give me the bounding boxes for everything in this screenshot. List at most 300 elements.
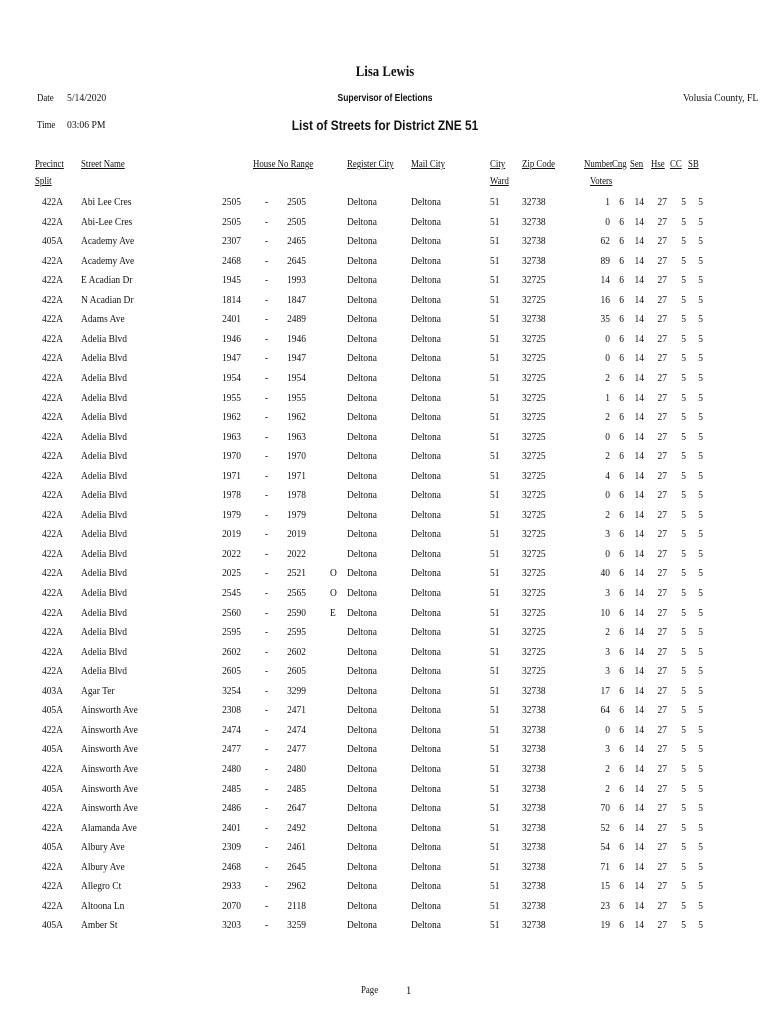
register-city-cell: Deltona: [347, 430, 377, 443]
house-from-cell: 2595: [222, 626, 241, 639]
street-name-cell: Abi Lee Cres: [81, 196, 132, 208]
ward-cell: 51: [490, 215, 500, 228]
street-name-cell: Adelia Blvd: [81, 450, 127, 463]
hse-cell: 27: [657, 802, 667, 815]
mail-city-cell: Deltona: [411, 743, 441, 756]
precinct-cell: 422A: [41, 626, 63, 639]
sb-cell: 5: [698, 313, 703, 326]
house-from-cell: 1945: [222, 274, 241, 287]
range-dash-cell: -: [265, 391, 269, 404]
range-dash-cell: -: [265, 860, 269, 873]
range-dash-cell: -: [265, 489, 269, 502]
cng-cell: 6: [619, 782, 624, 795]
register-city-cell: Deltona: [347, 332, 377, 345]
zip-code-cell: 32738: [522, 723, 546, 736]
zip-code-cell: 32725: [522, 508, 546, 521]
cng-cell: 6: [619, 860, 624, 873]
range-dash-cell: -: [265, 508, 269, 521]
col-sen: Sen: [630, 159, 644, 170]
hse-cell: 27: [657, 587, 667, 599]
sen-cell: 14: [634, 626, 644, 639]
mail-city-cell: Deltona: [411, 274, 441, 287]
cng-cell: 6: [619, 489, 624, 502]
sen-cell: 14: [634, 215, 644, 228]
house-to-cell: 2505: [287, 215, 306, 228]
ward-cell: 51: [490, 782, 500, 795]
zip-code-cell: 32725: [522, 293, 546, 306]
voters-cell: 0: [605, 430, 610, 443]
precinct-cell: 405A: [41, 743, 63, 756]
sb-cell: 5: [698, 704, 703, 717]
cng-cell: 6: [619, 704, 624, 717]
cc-cell: 5: [681, 782, 686, 795]
sb-cell: 5: [698, 215, 703, 228]
street-name-cell: Adelia Blvd: [81, 332, 127, 345]
ward-cell: 51: [490, 547, 500, 560]
table-row: [0, 665, 770, 684]
register-city-cell: Deltona: [347, 391, 377, 404]
hse-cell: 27: [657, 254, 667, 267]
precinct-cell: 422A: [41, 860, 63, 873]
cc-cell: 5: [681, 352, 686, 365]
cng-cell: 6: [619, 313, 624, 326]
range-dash-cell: -: [265, 899, 269, 912]
register-city-cell: Deltona: [347, 587, 377, 599]
sb-cell: 5: [698, 196, 703, 208]
zip-code-cell: 32725: [522, 645, 546, 658]
street-name-cell: N Acadian Dr: [81, 293, 134, 306]
street-name-cell: Adelia Blvd: [81, 528, 127, 541]
sen-cell: 14: [634, 450, 644, 463]
house-to-cell: 2480: [287, 762, 306, 775]
range-dash-cell: -: [265, 332, 269, 345]
sb-cell: 5: [698, 391, 703, 404]
table-row: [0, 509, 770, 528]
house-from-cell: 2602: [222, 645, 241, 658]
cng-cell: 6: [619, 352, 624, 365]
sen-cell: 14: [634, 587, 644, 599]
cng-cell: 6: [619, 254, 624, 267]
ward-cell: 51: [490, 743, 500, 756]
table-row: [0, 704, 770, 723]
table-row: [0, 724, 770, 743]
ward-cell: 51: [490, 880, 500, 893]
mail-city-cell: Deltona: [411, 880, 441, 893]
sen-cell: 14: [634, 919, 644, 932]
street-name-cell: Adelia Blvd: [81, 645, 127, 658]
ward-cell: 51: [490, 254, 500, 267]
voters-cell: 0: [605, 723, 610, 736]
register-city-cell: Deltona: [347, 665, 377, 678]
precinct-cell: 422A: [41, 254, 63, 267]
street-name-cell: Ainsworth Ave: [81, 743, 138, 756]
precinct-cell: 422A: [41, 450, 63, 463]
house-to-cell: 1847: [287, 293, 306, 306]
house-from-cell: 1963: [222, 430, 241, 443]
house-from-cell: 3203: [222, 919, 241, 932]
house-to-cell: 1963: [287, 430, 306, 443]
table-row: [0, 294, 770, 313]
house-to-cell: 2489: [287, 313, 306, 326]
range-dash-cell: -: [265, 626, 269, 639]
table-row: [0, 548, 770, 567]
sen-cell: 14: [634, 723, 644, 736]
cng-cell: 6: [619, 469, 624, 482]
range-dash-cell: -: [265, 196, 269, 208]
ward-cell: 51: [490, 235, 500, 248]
table-row: [0, 489, 770, 508]
house-from-cell: 2070: [222, 899, 241, 912]
mail-city-cell: Deltona: [411, 313, 441, 326]
precinct-cell: 405A: [41, 704, 63, 717]
hse-cell: 27: [657, 371, 667, 384]
precinct-cell: 422A: [41, 469, 63, 482]
house-to-cell: 2962: [287, 880, 306, 893]
sb-cell: 5: [698, 235, 703, 248]
hse-cell: 27: [657, 469, 667, 482]
mail-city-cell: Deltona: [411, 841, 441, 854]
house-to-cell: 2565: [287, 587, 306, 599]
hse-cell: 27: [657, 684, 667, 697]
street-name-cell: Academy Ave: [81, 235, 135, 248]
house-to-cell: 2019: [287, 528, 306, 541]
house-to-cell: 3299: [287, 684, 306, 697]
hse-cell: 27: [657, 860, 667, 873]
street-name-cell: Adelia Blvd: [81, 508, 127, 521]
register-city-cell: Deltona: [347, 626, 377, 639]
ward-cell: 51: [490, 293, 500, 306]
house-from-cell: 2485: [222, 782, 241, 795]
cc-cell: 5: [681, 391, 686, 404]
range-dash-cell: -: [265, 371, 269, 384]
register-city-cell: Deltona: [347, 528, 377, 541]
hse-cell: 27: [657, 528, 667, 541]
sb-cell: 5: [698, 528, 703, 541]
cc-cell: 5: [681, 547, 686, 560]
street-name-cell: Adelia Blvd: [81, 371, 127, 384]
street-name-cell: Altoona Ln: [81, 899, 125, 912]
register-city-cell: Deltona: [347, 919, 377, 932]
voters-cell: 71: [600, 860, 610, 873]
cng-cell: 6: [619, 332, 624, 345]
register-city-cell: Deltona: [347, 508, 377, 521]
sen-cell: 14: [634, 469, 644, 482]
mail-city-cell: Deltona: [411, 450, 441, 463]
cc-cell: 5: [681, 821, 686, 834]
sb-cell: 5: [698, 274, 703, 287]
range-dash-cell: -: [265, 469, 269, 482]
ward-cell: 51: [490, 274, 500, 287]
sb-cell: 5: [698, 371, 703, 384]
cc-cell: 5: [681, 567, 686, 580]
register-city-cell: Deltona: [347, 489, 377, 502]
ward-cell: 51: [490, 645, 500, 658]
house-to-cell: 1954: [287, 371, 306, 384]
zip-code-cell: 32725: [522, 411, 546, 424]
voters-cell: 16: [600, 293, 610, 306]
mail-city-cell: Deltona: [411, 371, 441, 384]
table-row: [0, 822, 770, 841]
ward-cell: 51: [490, 450, 500, 463]
street-name-cell: Adelia Blvd: [81, 489, 127, 502]
cc-cell: 5: [681, 899, 686, 912]
zip-code-cell: 32738: [522, 235, 546, 248]
hse-cell: 27: [657, 235, 667, 248]
sen-cell: 14: [634, 567, 644, 580]
cng-cell: 6: [619, 743, 624, 756]
house-to-cell: 2118: [287, 899, 306, 912]
cc-cell: 5: [681, 489, 686, 502]
mail-city-cell: Deltona: [411, 821, 441, 834]
cc-cell: 5: [681, 723, 686, 736]
zip-code-cell: 32725: [522, 587, 546, 599]
register-city-cell: Deltona: [347, 196, 377, 208]
precinct-cell: 403A: [41, 684, 63, 697]
hse-cell: 27: [657, 313, 667, 326]
sb-cell: 5: [698, 547, 703, 560]
table-row: [0, 333, 770, 352]
sen-cell: 14: [634, 332, 644, 345]
sen-cell: 14: [634, 411, 644, 424]
range-dash-cell: -: [265, 411, 269, 424]
mail-city-cell: Deltona: [411, 293, 441, 306]
voters-cell: 2: [605, 782, 610, 795]
sen-cell: 14: [634, 352, 644, 365]
sen-cell: 14: [634, 528, 644, 541]
table-row: [0, 685, 770, 704]
house-to-cell: 2022: [287, 547, 306, 560]
ward-cell: 51: [490, 587, 500, 599]
voters-cell: 0: [605, 215, 610, 228]
house-from-cell: 2401: [222, 313, 241, 326]
voters-cell: 0: [605, 547, 610, 560]
precinct-cell: 405A: [41, 782, 63, 795]
voters-cell: 2: [605, 626, 610, 639]
register-city-cell: Deltona: [347, 313, 377, 326]
cc-cell: 5: [681, 919, 686, 932]
voters-cell: 35: [600, 313, 610, 326]
street-name-cell: Adelia Blvd: [81, 352, 127, 365]
cc-cell: 5: [681, 274, 686, 287]
house-from-cell: 1946: [222, 332, 241, 345]
date-label: Date: [37, 93, 54, 104]
time-label: Time: [37, 120, 56, 131]
register-city-cell: Deltona: [347, 762, 377, 775]
house-from-cell: 2308: [222, 704, 241, 717]
col-house-range: House No Range: [253, 159, 314, 170]
col-street-name: Street Name: [81, 159, 125, 170]
ward-cell: 51: [490, 821, 500, 834]
precinct-cell: 422A: [41, 489, 63, 502]
voters-cell: 10: [600, 606, 610, 619]
hse-cell: 27: [657, 762, 667, 775]
table-row: [0, 841, 770, 860]
sen-cell: 14: [634, 430, 644, 443]
cc-cell: 5: [681, 684, 686, 697]
precinct-cell: 422A: [41, 880, 63, 893]
zip-code-cell: 32725: [522, 352, 546, 365]
voters-cell: 64: [600, 704, 610, 717]
mail-city-cell: Deltona: [411, 547, 441, 560]
sen-cell: 14: [634, 743, 644, 756]
range-dash-cell: -: [265, 430, 269, 443]
report-title: List of Streets for District ZNE 51: [291, 117, 479, 133]
house-to-cell: 3259: [287, 919, 306, 932]
cc-cell: 5: [681, 450, 686, 463]
hse-cell: 27: [657, 626, 667, 639]
house-from-cell: 1955: [222, 391, 241, 404]
table-row: [0, 274, 770, 293]
sen-cell: 14: [634, 841, 644, 854]
house-to-cell: 2602: [287, 645, 306, 658]
cc-cell: 5: [681, 860, 686, 873]
cc-cell: 5: [681, 626, 686, 639]
hse-cell: 27: [657, 821, 667, 834]
sb-cell: 5: [698, 469, 703, 482]
range-dash-cell: -: [265, 723, 269, 736]
col-ward: Ward: [490, 176, 509, 187]
cc-cell: 5: [681, 332, 686, 345]
cng-cell: 6: [619, 802, 624, 815]
hse-cell: 27: [657, 274, 667, 287]
house-to-cell: 2595: [287, 626, 306, 639]
table-row: [0, 607, 770, 626]
cng-cell: 6: [619, 587, 624, 599]
precinct-cell: 422A: [41, 215, 63, 228]
table-row: [0, 255, 770, 274]
cng-cell: 6: [619, 274, 624, 287]
precinct-cell: 422A: [41, 802, 63, 815]
ward-cell: 51: [490, 684, 500, 697]
sb-cell: 5: [698, 606, 703, 619]
precinct-cell: 422A: [41, 821, 63, 834]
street-name-cell: Agar Ter: [81, 684, 115, 697]
house-from-cell: 2477: [222, 743, 241, 756]
mail-city-cell: Deltona: [411, 430, 441, 443]
house-to-cell: 2647: [287, 802, 306, 815]
col-zip-code: Zip Code: [522, 159, 555, 170]
zip-code-cell: 32738: [522, 254, 546, 267]
precinct-cell: 422A: [41, 411, 63, 424]
ward-cell: 51: [490, 391, 500, 404]
col-precinct: Precinct: [35, 159, 64, 170]
precinct-cell: 405A: [41, 919, 63, 932]
county-name: Volusia County, FL: [683, 92, 759, 104]
register-city-cell: Deltona: [347, 469, 377, 482]
house-to-cell: 2590: [287, 606, 306, 619]
house-from-cell: 1971: [222, 469, 241, 482]
precinct-cell: 422A: [41, 645, 63, 658]
house-to-cell: 2521: [287, 567, 306, 580]
odd-even-cell: O: [330, 587, 337, 599]
zip-code-cell: 32738: [522, 215, 546, 228]
house-from-cell: 3254: [222, 684, 241, 697]
page-number: 1: [406, 983, 412, 997]
cc-cell: 5: [681, 196, 686, 208]
table-row: [0, 861, 770, 880]
house-from-cell: 2474: [222, 723, 241, 736]
zip-code-cell: 32725: [522, 547, 546, 560]
zip-code-cell: 32725: [522, 274, 546, 287]
register-city-cell: Deltona: [347, 645, 377, 658]
hse-cell: 27: [657, 743, 667, 756]
mail-city-cell: Deltona: [411, 665, 441, 678]
voters-cell: 54: [600, 841, 610, 854]
hse-cell: 27: [657, 508, 667, 521]
mail-city-cell: Deltona: [411, 919, 441, 932]
precinct-cell: 422A: [41, 371, 63, 384]
range-dash-cell: -: [265, 762, 269, 775]
range-dash-cell: -: [265, 782, 269, 795]
register-city-cell: Deltona: [347, 411, 377, 424]
cc-cell: 5: [681, 802, 686, 815]
house-to-cell: 2461: [287, 841, 306, 854]
hse-cell: 27: [657, 215, 667, 228]
ward-cell: 51: [490, 665, 500, 678]
sb-cell: 5: [698, 645, 703, 658]
voters-cell: 3: [605, 528, 610, 541]
cng-cell: 6: [619, 391, 624, 404]
cc-cell: 5: [681, 645, 686, 658]
house-to-cell: 1962: [287, 411, 306, 424]
cng-cell: 6: [619, 841, 624, 854]
register-city-cell: Deltona: [347, 821, 377, 834]
register-city-cell: Deltona: [347, 274, 377, 287]
precinct-cell: 422A: [41, 274, 63, 287]
house-from-cell: 2022: [222, 547, 241, 560]
street-name-cell: E Acadian Dr: [81, 274, 133, 287]
voters-cell: 62: [600, 235, 610, 248]
voters-cell: 0: [605, 489, 610, 502]
cc-cell: 5: [681, 665, 686, 678]
ward-cell: 51: [490, 508, 500, 521]
house-from-cell: 2545: [222, 587, 241, 599]
sb-cell: 5: [698, 450, 703, 463]
voters-cell: 0: [605, 352, 610, 365]
cc-cell: 5: [681, 293, 686, 306]
zip-code-cell: 32738: [522, 821, 546, 834]
voters-cell: 23: [600, 899, 610, 912]
street-name-cell: Ainsworth Ave: [81, 723, 138, 736]
table-row: [0, 411, 770, 430]
mail-city-cell: Deltona: [411, 782, 441, 795]
register-city-cell: Deltona: [347, 802, 377, 815]
zip-code-cell: 32725: [522, 606, 546, 619]
street-name-cell: Ainsworth Ave: [81, 802, 138, 815]
sb-cell: 5: [698, 254, 703, 267]
sb-cell: 5: [698, 508, 703, 521]
ward-cell: 51: [490, 489, 500, 502]
ward-cell: 51: [490, 606, 500, 619]
range-dash-cell: -: [265, 880, 269, 893]
hse-cell: 27: [657, 606, 667, 619]
cc-cell: 5: [681, 235, 686, 248]
range-dash-cell: -: [265, 704, 269, 717]
page-label: Page: [361, 985, 379, 996]
zip-code-cell: 32738: [522, 313, 546, 326]
precinct-cell: 422A: [41, 587, 63, 599]
zip-code-cell: 32738: [522, 684, 546, 697]
register-city-cell: Deltona: [347, 567, 377, 580]
zip-code-cell: 32738: [522, 743, 546, 756]
table-row: [0, 313, 770, 332]
house-from-cell: 2560: [222, 606, 241, 619]
hse-cell: 27: [657, 196, 667, 208]
voters-cell: 17: [600, 684, 610, 697]
mail-city-cell: Deltona: [411, 704, 441, 717]
voters-cell: 3: [605, 587, 610, 599]
table-row: [0, 802, 770, 821]
